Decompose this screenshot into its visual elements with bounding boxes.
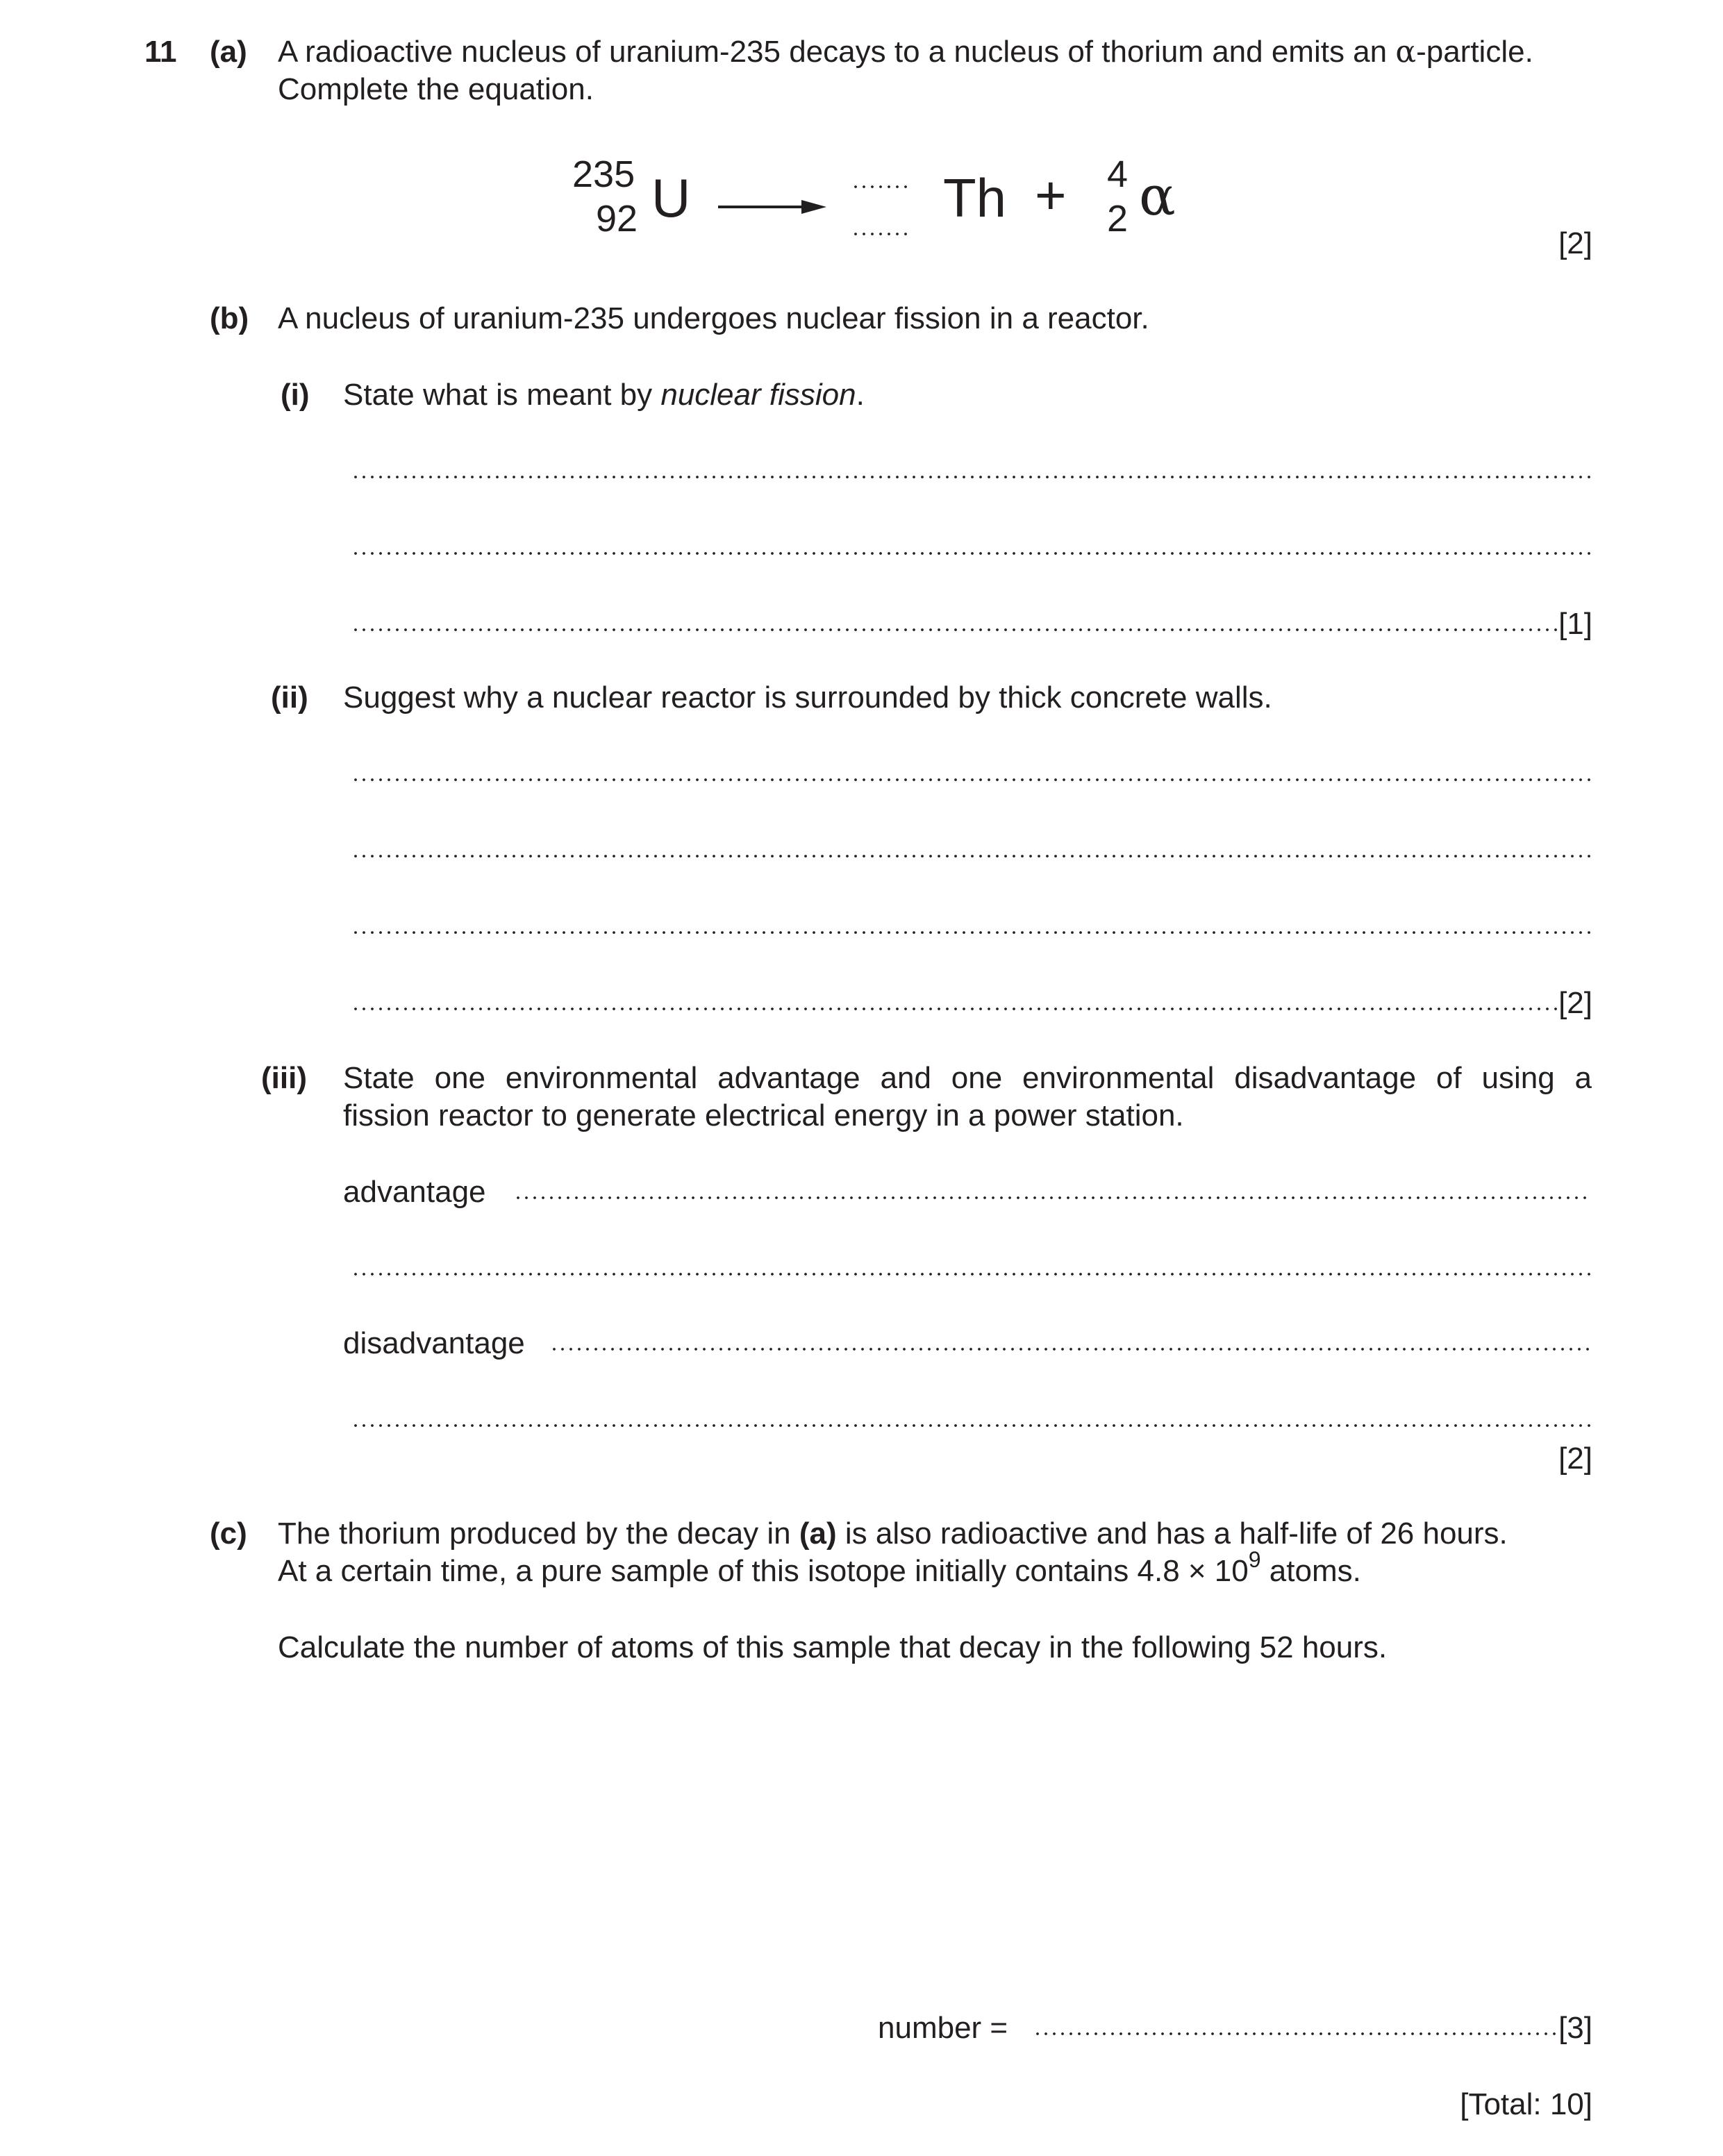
disadvantage-answer-line-2[interactable] <box>351 1423 1592 1428</box>
alpha-mass-number: 4 <box>1107 153 1129 195</box>
part-b-ii-text: Suggest why a nuclear reactor is surrounded by thick concrete walls. <box>343 680 1272 715</box>
advantage-answer-line-1[interactable] <box>514 1196 1592 1200</box>
u-symbol: U <box>651 167 691 228</box>
disadvantage-label: disadvantage <box>343 1326 525 1360</box>
part-c-line1-post: is also radioactive and has a half-life of 26 hours. <box>836 1516 1508 1551</box>
th-symbol: Th <box>943 167 1007 228</box>
question-number: 11 <box>144 35 177 69</box>
part-c-marks: [3] <box>1558 2011 1592 2045</box>
part-b-i-text-pre: State what is meant by <box>343 378 661 412</box>
alpha-particle-symbol: α <box>1139 165 1176 228</box>
part-c-line2-pre: At a certain time, a pure sample of this isotope initially contains 4.8 × 10 <box>278 1554 1249 1588</box>
disadvantage-answer-line-1[interactable] <box>550 1347 1592 1351</box>
u-atomic-number: 92 <box>596 198 638 240</box>
part-c-line3: Calculate the number of atoms of this sample that decay in the following 52 hours. <box>278 1630 1388 1664</box>
reaction-arrow-icon <box>718 197 826 217</box>
part-b-iii-label: (iii) <box>261 1061 307 1095</box>
part-c-line1 <box>278 1515 1508 1553</box>
answer-line-b-ii-3[interactable] <box>351 930 1592 935</box>
working-space[interactable] <box>278 1687 1592 1993</box>
answer-line-b-ii-2[interactable] <box>351 854 1592 858</box>
part-c-line2-post: atoms. <box>1260 1554 1361 1588</box>
answer-line-b-i-1[interactable] <box>351 475 1592 479</box>
part-a-marks: [2] <box>1558 226 1592 260</box>
part-c-line2 <box>278 1547 1361 1590</box>
part-b-i-text <box>343 376 865 414</box>
total-marks: [Total: 10] <box>1460 2087 1592 2121</box>
plus-sign: + <box>1035 165 1067 226</box>
part-a-line1 <box>278 33 1533 71</box>
part-c-label: (c) <box>210 1516 247 1551</box>
part-b-ii-marks: [2] <box>1558 986 1592 1020</box>
part-b-i-marks: [1] <box>1558 607 1592 641</box>
th-mass-number-blank[interactable] <box>851 185 913 189</box>
u-mass-number: 235 <box>572 153 635 195</box>
part-b-iii-text-line1: State one environmental advantage and one environmental disadvantage of using a <box>343 1061 1592 1095</box>
part-b-i-label: (i) <box>281 378 310 412</box>
advantage-answer-line-2[interactable] <box>351 1272 1592 1276</box>
exponent: 9 <box>1248 1547 1261 1573</box>
th-atomic-number-blank[interactable] <box>851 232 913 236</box>
answer-number-line[interactable] <box>1033 2032 1557 2036</box>
part-c-reference: (a) <box>799 1516 837 1551</box>
part-b-iii-text-line2: fission reactor to generate electrical energy in a power station. <box>343 1098 1184 1133</box>
part-b-text: A nucleus of uranium-235 undergoes nuclear fission in a reactor. <box>278 301 1149 335</box>
alpha-atomic-number: 2 <box>1107 198 1129 240</box>
advantage-label: advantage <box>343 1175 486 1209</box>
answer-line-b-ii-1[interactable] <box>351 778 1592 782</box>
part-b-ii-label: (ii) <box>271 680 308 715</box>
part-a-label: (a) <box>210 35 247 69</box>
part-a-line2: Complete the equation. <box>278 72 594 106</box>
answer-label: number = <box>878 2011 1008 2045</box>
alpha-symbol: α <box>1395 34 1417 69</box>
answer-line-b-i-2[interactable] <box>351 551 1592 555</box>
part-a-line1-pre: A radioactive nucleus of uranium-235 decays to a nucleus of thorium and emits an <box>278 35 1396 69</box>
part-a-line1-post: -particle. <box>1416 35 1533 69</box>
part-b-i-text-post: . <box>856 378 865 412</box>
part-c-line1-pre: The thorium produced by the decay in <box>278 1516 799 1551</box>
answer-line-b-i-3[interactable] <box>351 628 1557 632</box>
answer-line-b-ii-4[interactable] <box>351 1007 1557 1011</box>
nuclear-fission-term: nuclear fission <box>660 378 856 412</box>
part-b-label: (b) <box>210 301 249 335</box>
part-b-iii-marks: [2] <box>1558 1441 1592 1476</box>
